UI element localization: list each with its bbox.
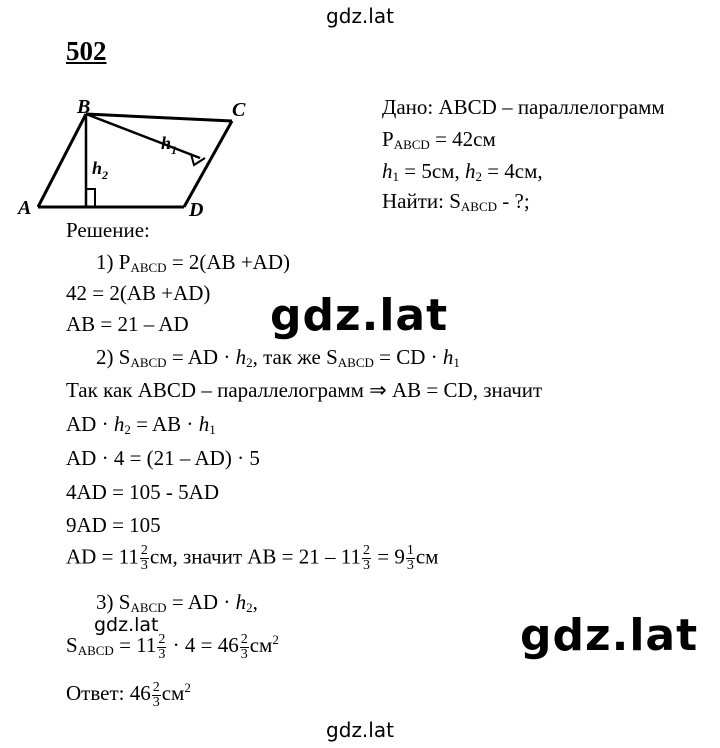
solution-line-9: 9AD = 105 xyxy=(66,513,161,537)
figure-label-b: B xyxy=(77,96,91,118)
fraction: $\frac{2}{3}$ xyxy=(152,679,160,710)
problem-number: 502 xyxy=(66,36,107,66)
solution-line-7: AD · 4 = (21 – AD) · 5 xyxy=(66,446,260,470)
solution-step-1: 1) $P_{ABCD} = 2(AB +AD)$ xyxy=(96,250,290,275)
solution-line-12: $S_{ABCD} = 11$ $\frac{2}{3}$ · 4 = 46 $\frac{2}{3}$ $см^2$ xyxy=(66,631,279,662)
parallelogram-figure xyxy=(14,96,264,216)
solution-title: Решение: xyxy=(66,218,150,242)
given-line-4: Найти: $S_{ABCD}$ - ?; xyxy=(382,189,530,214)
figure-edge-cd xyxy=(184,121,232,207)
answer-line: Ответ: 46 $\frac{2}{3}$ $см^2$ xyxy=(66,679,191,710)
solution-line-6: AD · $h_2$ = AB · $h_1$ xyxy=(66,412,216,437)
figure-label-h2: h xyxy=(92,158,103,178)
fraction: $\frac{2}{3}$ xyxy=(140,543,148,573)
solution-line-8: 4AD = 105 - 5AD xyxy=(66,480,219,504)
figure-label-h1-sub: 1 xyxy=(171,143,177,157)
solution-line-5: Так как ABCD – параллелограмм ⇒ AB = CD, значит xyxy=(66,378,543,402)
solution-step-3: 3) $S_{ABCD}$ = AD · $h_2$, xyxy=(96,590,258,615)
solution-line-2: 42 = 2(AB +AD) xyxy=(66,281,211,305)
watermark-right: gdz.lat xyxy=(520,610,699,661)
solution-step-2: 2) $S_{ABCD}$ = AD · $h_2$, так же $S_{ABCD}$ = CD · $h_1$ xyxy=(96,345,460,370)
figure-label-h2-sub: 2 xyxy=(102,168,108,182)
figure-edge-bc xyxy=(86,114,232,121)
figure-right-angle-bottom xyxy=(86,189,95,207)
figure-label-h1: h xyxy=(161,133,172,153)
given-line-1: Дано: ABCD – параллелограмм xyxy=(382,95,665,119)
given-line-3: $h_1 = 5см$, $h_2 = 4см$, xyxy=(382,159,543,184)
watermark-top: gdz.lat xyxy=(326,4,394,28)
fraction: $\frac{2}{3}$ xyxy=(363,543,370,573)
figure-label-c: C xyxy=(232,99,246,121)
watermark-bottom: gdz.lat xyxy=(326,718,394,742)
figure-edge-ab xyxy=(38,114,86,207)
solution-line-10: AD = 11 $\frac{2}{3}$ см, значит AB = 21 – 11 $\frac{2}{3}$ = 9 $\frac{1}{3}$ см xyxy=(66,543,439,573)
fraction: $\frac{1}{3}$ xyxy=(406,543,414,573)
solution-line-3: AB = 21 – AD xyxy=(66,312,189,336)
fraction: $\frac{2}{3}$ xyxy=(158,631,166,662)
figure-label-a: A xyxy=(18,197,32,216)
figure-diagonal-h1 xyxy=(86,114,200,158)
figure-label-d: D xyxy=(189,199,204,216)
given-line-2: $P_{ABCD} = 42см$ xyxy=(382,127,496,152)
watermark-center: gdz.lat xyxy=(270,290,449,341)
watermark-small: gdz.lat xyxy=(94,614,159,636)
fraction: $\frac{2}{3}$ xyxy=(240,631,248,662)
